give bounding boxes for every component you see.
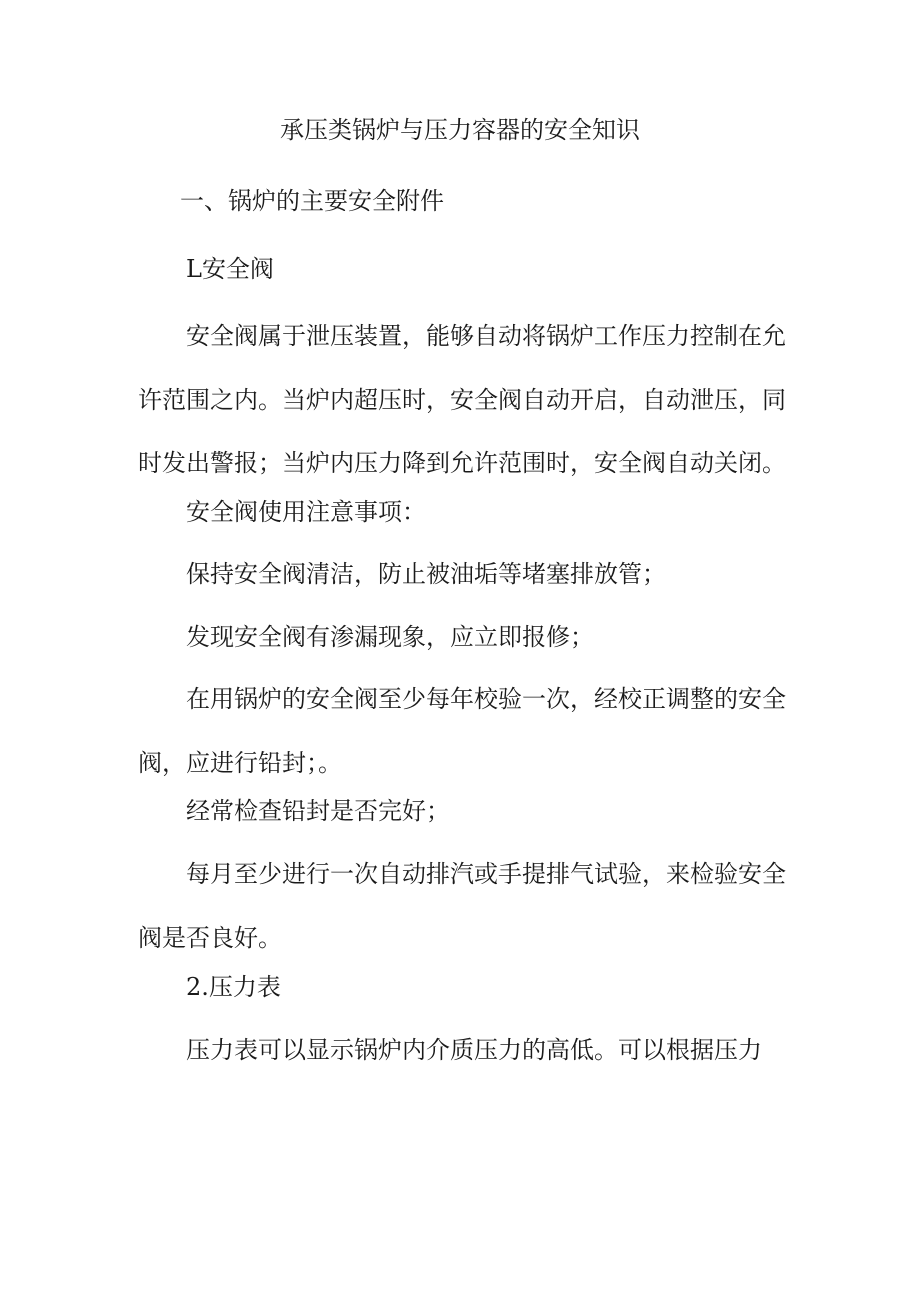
paragraph-report-leakage: 发现安全阀有渗漏现象，应立即报修；: [186, 622, 594, 651]
subsection-heading-safety-valve: L安全阀: [186, 254, 274, 283]
subsection-heading-pressure-gauge: 2.压力表: [186, 973, 281, 1002]
paragraph-annual-calibration: 在用锅炉的安全阀至少每年校验一次，经校正调整的安全阀，应进行铅封；。: [138, 685, 786, 777]
document-body: [138, 184, 793, 1067]
section-heading-boiler-safety-accessories: 一、锅炉的主要安全附件: [180, 187, 444, 215]
paragraph-safety-valve-description: 安全阀属于泄压装置，能够自动将锅炉工作压力控制在允许范围之内。当炉内超压时，安全阀自动开启，自动泄压，同时发出警报；当炉内压力降到允许范围时，安全阀自动关闭。: [138, 322, 786, 478]
paragraph-pressure-gauge-description: 压力表可以显示锅炉内介质压力的高低。可以根据压力: [186, 1035, 762, 1064]
paragraph-check-seal: 经常检查铅封是否完好；: [186, 797, 450, 826]
paragraph-keep-valve-clean: 保持安全阀清洁，防止被油垢等堵塞排放管；: [186, 560, 666, 589]
paragraph-safety-valve-notes-heading: 安全阀使用注意事项：: [186, 497, 426, 526]
document-title: 承压类锅炉与压力容器的安全知识: [280, 116, 640, 144]
paragraph-monthly-test: 每月至少进行一次自动排汽或手提排气试验，来检验安全阀是否良好。: [138, 860, 786, 952]
